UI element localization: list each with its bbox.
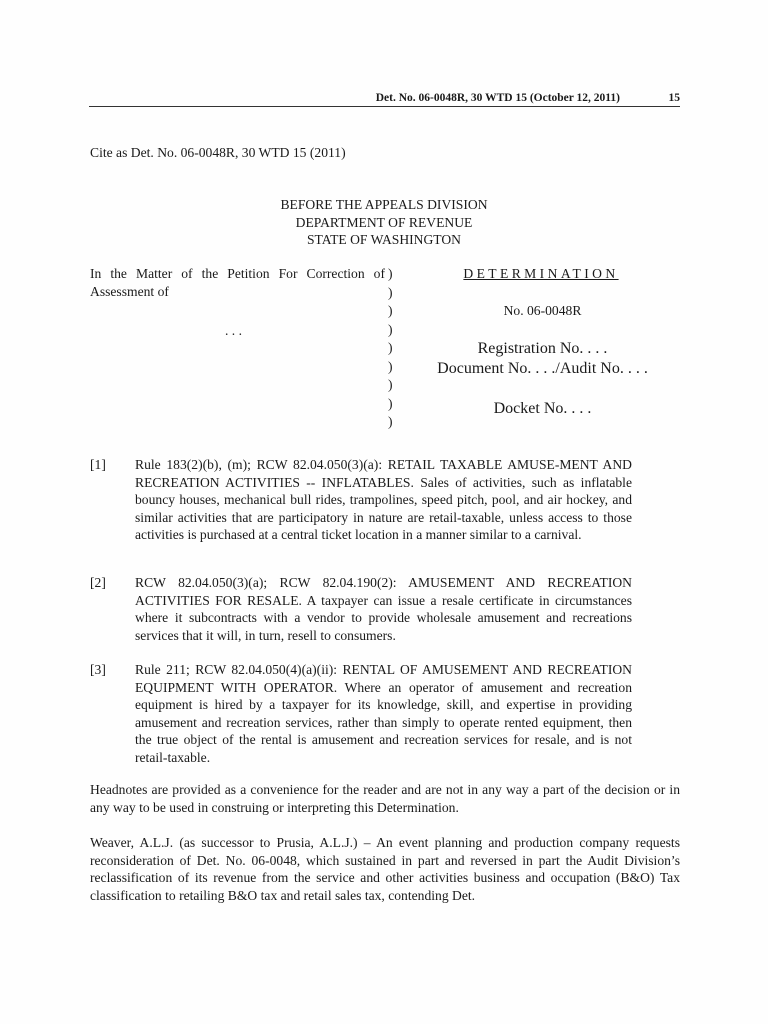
caption-matter: In the Matter of the Petition For Correction of Assessment of: [90, 266, 385, 299]
court-heading-line: DEPARTMENT OF REVENUE: [295, 214, 473, 230]
registration-block: [420, 339, 665, 379]
headnote-number: [2]: [90, 575, 106, 590]
caption-paren: ): [388, 321, 393, 337]
court-heading: [90, 196, 678, 249]
determination-number: No. 06-0048R: [503, 303, 582, 318]
running-header-title: Det. No. 06-0048R, 30 WTD 15 (October 12, 2011): [375, 92, 620, 104]
caption-paren: ): [388, 303, 393, 318]
caption-paren: ): [388, 284, 393, 300]
caption-party: . . .: [225, 323, 242, 338]
caption-paren: ): [388, 266, 393, 281]
header-divider: [89, 106, 680, 107]
caption-parentheses: [388, 265, 400, 432]
headnote-disclaimer: Headnotes are provided as a convenience for the reader and are not in any way a part of the decision or in any way to be used in construing or interpreting this Determination.: [90, 782, 680, 815]
court-heading-line: BEFORE THE APPEALS DIVISION: [280, 197, 488, 212]
caption-paren: ): [388, 340, 393, 355]
body-paragraph: Weaver, A.L.J. (as successor to Prusia, A.L.J.) – An event planning and production company requests reconsideration of Det. No. 06-0048, which sustained in part and reversed in part the Audit Division’s reclassification of its revenue from the service and other activities business and occupation (B&O) Tax classification to retailing B&O tax and retail sales tax, contending Det.: [90, 835, 680, 903]
headnote-text: RCW 82.04.050(3)(a); RCW 82.04.190(2): AMUSEMENT AND RECREATION ACTIVITIES FOR RESALE. A taxpayer can issue a resale certificate in circumstances where it subcontracts with a vendor to provide wholesale amusement and recreations services that it will, in turn, resell to consumers.: [135, 575, 632, 643]
caption-paren: ): [388, 377, 393, 392]
document-audit-number: Document No. . . ./Audit No. . . .: [437, 360, 648, 377]
headnote-number: [3]: [90, 662, 106, 677]
headnote-number: [1]: [90, 457, 106, 472]
cite-line: Cite as Det. No. 06-0048R, 30 WTD 15 (2011): [90, 145, 346, 160]
registration-number: Registration No. . . .: [477, 340, 608, 357]
docket-number: Docket No. . . .: [493, 400, 592, 417]
headnote-text: Rule 211; RCW 82.04.050(4)(a)(ii): RENTAL OF AMUSEMENT AND RECREATION EQUIPMENT WITH OPERATOR. Where an operator of amusement and recreation equipment is hired by a taxpayer for its knowledge, skill, and expertise in providing amusement and recreation services, rather than simply to operate rented equipment, then the true object of the rental is amusement and recreation services for resale, and is not retail-taxable.: [135, 662, 632, 765]
court-heading-line: STATE OF WASHINGTON: [307, 232, 461, 247]
determination-label: DETERMINATION: [463, 266, 619, 281]
caption-paren: ): [388, 414, 393, 429]
caption-paren: ): [388, 358, 393, 374]
caption-paren: ): [388, 395, 393, 411]
page-number: 15: [668, 92, 680, 104]
headnote-text: Rule 183(2)(b), (m); RCW 82.04.050(3)(a): RETAIL TAXABLE AMUSE-MENT AND RECREATION ACTIVITIES -- INFLATABLES. Sales of activities, such as inflatable bouncy houses, mechanical bull rides, trampolines, speed pitch, pool, and air hockey, and similar activities that are participatory in nature are retail-taxable, unless access to those activities is purchased at a central ticket location in a manner similar to a carnival.: [135, 457, 632, 542]
